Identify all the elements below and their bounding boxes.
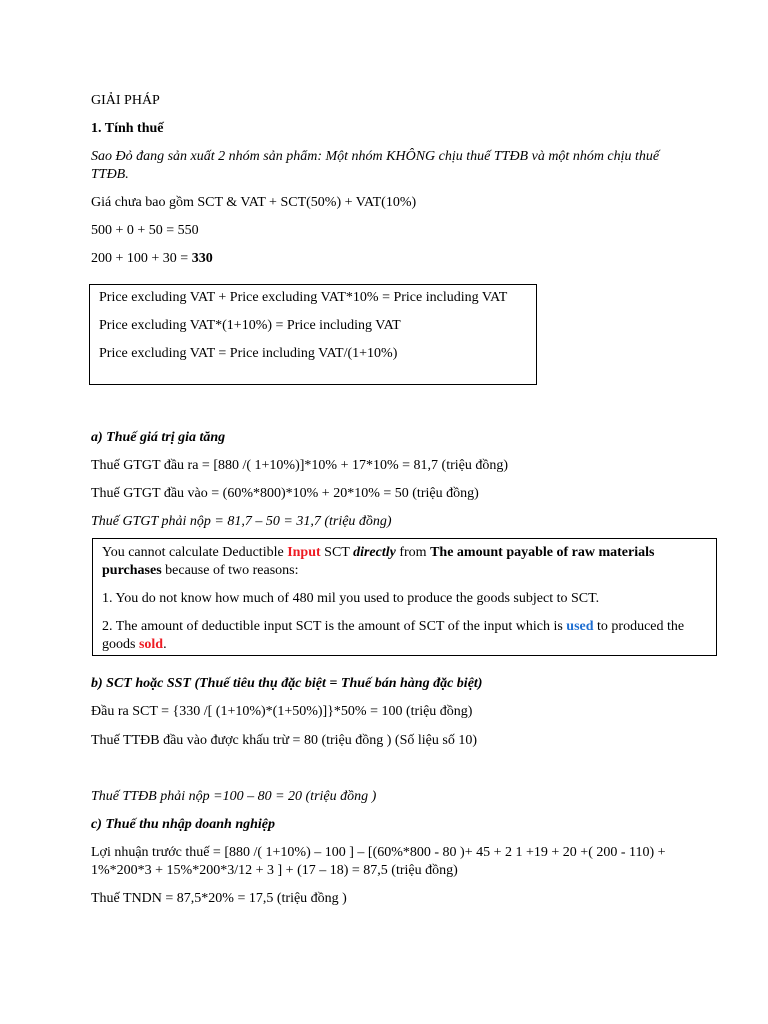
output-vat-line: Thuế GTGT đầu ra = [880 /( 1+10%)]*10% + 17*10% = 81,7 (triệu đồng) — [91, 458, 509, 473]
note-reason-1: 1. You do not know how much of 480 mil you used to produce the goods subject to SCT. — [102, 591, 600, 606]
note-highlight-input: Input — [287, 545, 321, 560]
note-text: SCT — [320, 545, 354, 560]
cit-line: Thuế TNDN = 87,5*20% = 17,5 (triệu đồng ) — [91, 891, 347, 906]
section-b-title: b) SCT hoặc SST (Thuế tiêu thụ đặc biệt = Thuế bán hàng đặc biệt) — [91, 676, 483, 691]
profit-before-tax-line-1: Lợi nhuận trước thuế = [880 /( 1+10%) – 100 ] – [(60%*800 - 80 )+ 45 + 2 1 +19 + 20 +( 200 - 110) + — [91, 845, 666, 860]
note-highlight-used: used — [566, 619, 594, 634]
input-vat-line: Thuế GTGT đầu vào = (60%*800)*10% + 20*10% = 50 (triệu đồng) — [91, 486, 479, 501]
note-paragraph-1-line-1 — [102, 544, 654, 562]
calculation-line-1: 500 + 0 + 50 = 550 — [91, 223, 199, 238]
profit-before-tax-line-2: 1%*200*3 + 15%*200*3/12 + 3 ] + (17 – 18) = 87,5 (triệu đồng) — [91, 863, 458, 878]
note-text: because of two reasons: — [161, 563, 299, 578]
note-bold-phrase: The amount payable of raw materials — [430, 545, 655, 560]
note-reason-2-line-1 — [102, 618, 684, 636]
intro-text-line-1: Sao Đỏ đang sản xuất 2 nhóm sản phẩm: Một nhóm KHÔNG chịu thuế TTĐB và một nhóm chịu thuế — [91, 149, 660, 164]
note-text: from — [395, 545, 431, 560]
note-text: to produced the — [593, 619, 685, 634]
note-text: . — [163, 637, 167, 652]
section-title-tax-calculation: 1. Tính thuế — [91, 121, 164, 136]
price-formula-note: Giá chưa bao gồm SCT & VAT + SCT(50%) + VAT(10%) — [91, 195, 417, 210]
note-emphasis-directly: directly — [353, 545, 396, 560]
note-reason-2-line-2 — [102, 636, 167, 654]
calculation-line-2-result: 330 — [191, 251, 213, 266]
vat-formula-line-2: Price excluding VAT*(1+10%) = Price including VAT — [99, 318, 401, 333]
vat-formula-line-1: Price excluding VAT + Price excluding VAT*10% = Price including VAT — [99, 290, 508, 305]
output-sct-line: Đầu ra SCT = {330 /[ (1+10%)*(1+50%)]}*50% = 100 (triệu đồng) — [91, 704, 473, 719]
calculation-line-2 — [91, 250, 213, 268]
note-text: 2. The amount of deductible input SCT is the amount of SCT of the input which is — [102, 619, 567, 634]
note-bold-phrase-continued: purchases — [102, 563, 162, 578]
vat-formula-line-3: Price excluding VAT = Price including VAT/(1+10%) — [99, 346, 398, 361]
deductible-sct-note-box — [92, 538, 717, 656]
input-sct-line: Thuế TTĐB đầu vào được khấu trừ = 80 (triệu đồng ) (Số liệu số 10) — [91, 733, 477, 748]
note-highlight-sold: sold — [138, 637, 164, 652]
note-text: goods — [102, 637, 139, 652]
section-c-title: c) Thuế thu nhập doanh nghiệp — [91, 817, 275, 832]
section-a-title: a) Thuế giá trị gia tăng — [91, 430, 226, 445]
document-heading: GIẢI PHÁP — [91, 93, 160, 108]
vat-formula-box — [89, 284, 537, 385]
calculation-line-2-expression: 200 + 100 + 30 = — [91, 251, 192, 266]
payable-vat-line: Thuế GTGT phải nộp = 81,7 – 50 = 31,7 (triệu đồng) — [91, 514, 392, 529]
note-text: You cannot calculate Deductible — [102, 545, 288, 560]
note-paragraph-1-line-2 — [102, 562, 299, 580]
intro-text-line-2: TTĐB. — [91, 167, 129, 182]
payable-sct-line: Thuế TTĐB phải nộp =100 – 80 = 20 (triệu đồng ) — [91, 789, 377, 804]
